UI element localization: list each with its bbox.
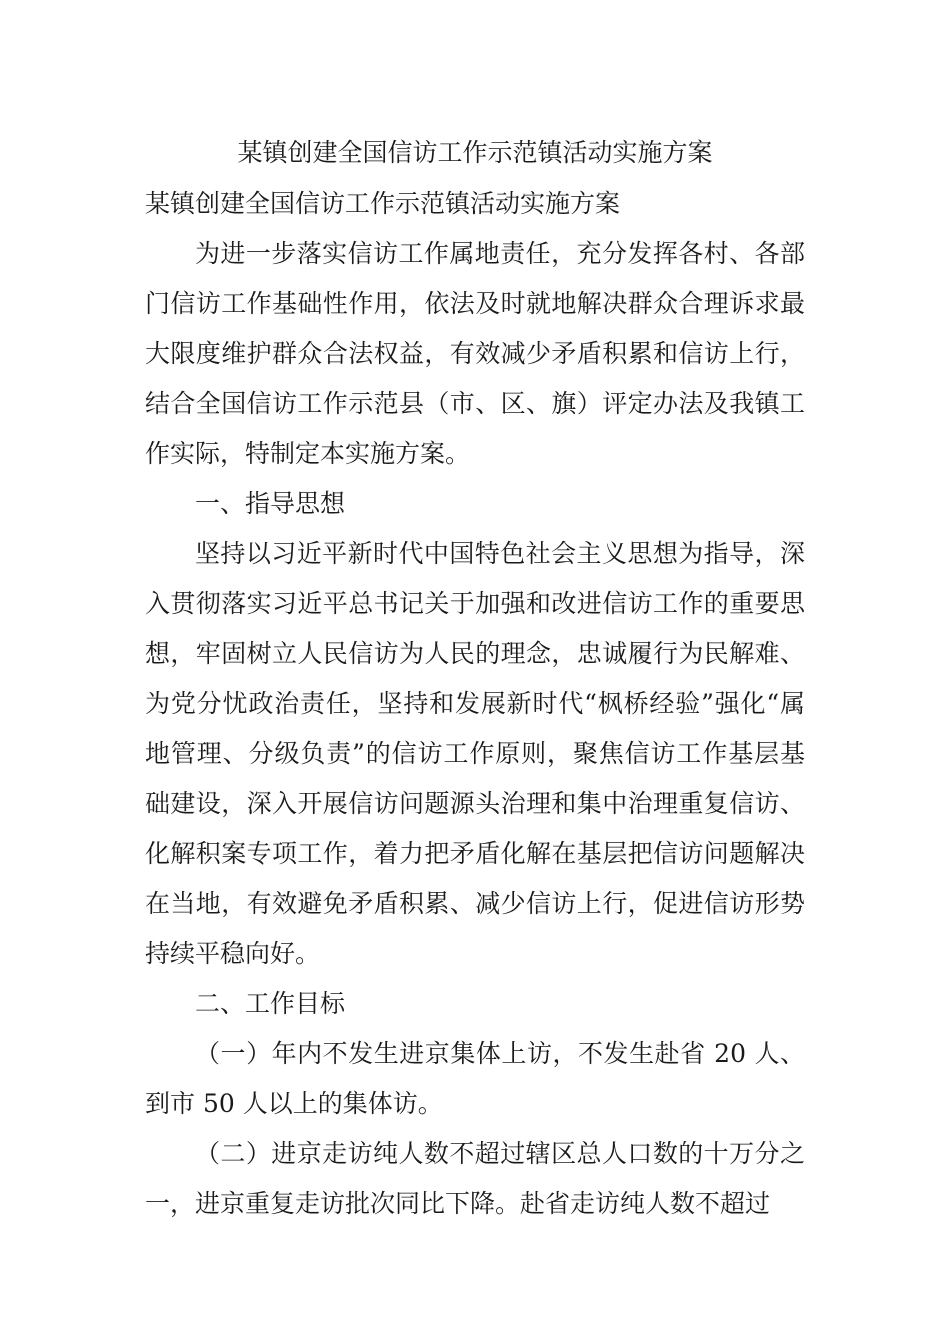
work-goal-item-2: （二）进京走访纯人数不超过辖区总人口数的十万分之一，进京重复走访批次同比下降。赴省走访纯人数不超过 xyxy=(145,1139,805,1218)
section-heading-work-goals: 二、工作目标 xyxy=(195,989,346,1018)
intro-paragraph: 为进一步落实信访工作属地责任，充分发挥各村、各部门信访工作基础性作用，依法及时就地解决群众合理诉求最大限度维护群众合法权益，有效减少矛盾积累和信访上行，结合全国信访工作示范县（市、区、旗）评定办法及我镇工作实际，特制定本实施方案。 xyxy=(145,239,805,468)
document-body xyxy=(145,179,805,1229)
work-goal-item-1: （一）年内不发生进京集体上访，不发生赴省 20 人、到市 50 人以上的集体访。 xyxy=(145,1039,805,1118)
section-heading-guiding-ideology: 一、指导思想 xyxy=(195,489,346,518)
guiding-ideology-paragraph: 坚持以习近平新时代中国特色社会主义思想为指导，深入贯彻落实习近平总书记关于加强和改进信访工作的重要思想，牢固树立人民信访为人民的理念，忠诚履行为民解难、为党分忧政治责任，坚持和发展新时代“枫桥经验”强化“属地管理、分级负责”的信访工作原则，聚焦信访工作基层基础建设，深入开展信访问题源头治理和集中治理重复信访、化解积案专项工作，着力把矛盾化解在基层把信访问题解决在当地，有效避免矛盾积累、减少信访上行，促进信访形势持续平稳向好。 xyxy=(145,539,805,968)
document-subtitle: 某镇创建全国信访工作示范镇活动实施方案 xyxy=(145,189,621,218)
document-title: 某镇创建全国信访工作示范镇活动实施方案 xyxy=(237,138,713,167)
